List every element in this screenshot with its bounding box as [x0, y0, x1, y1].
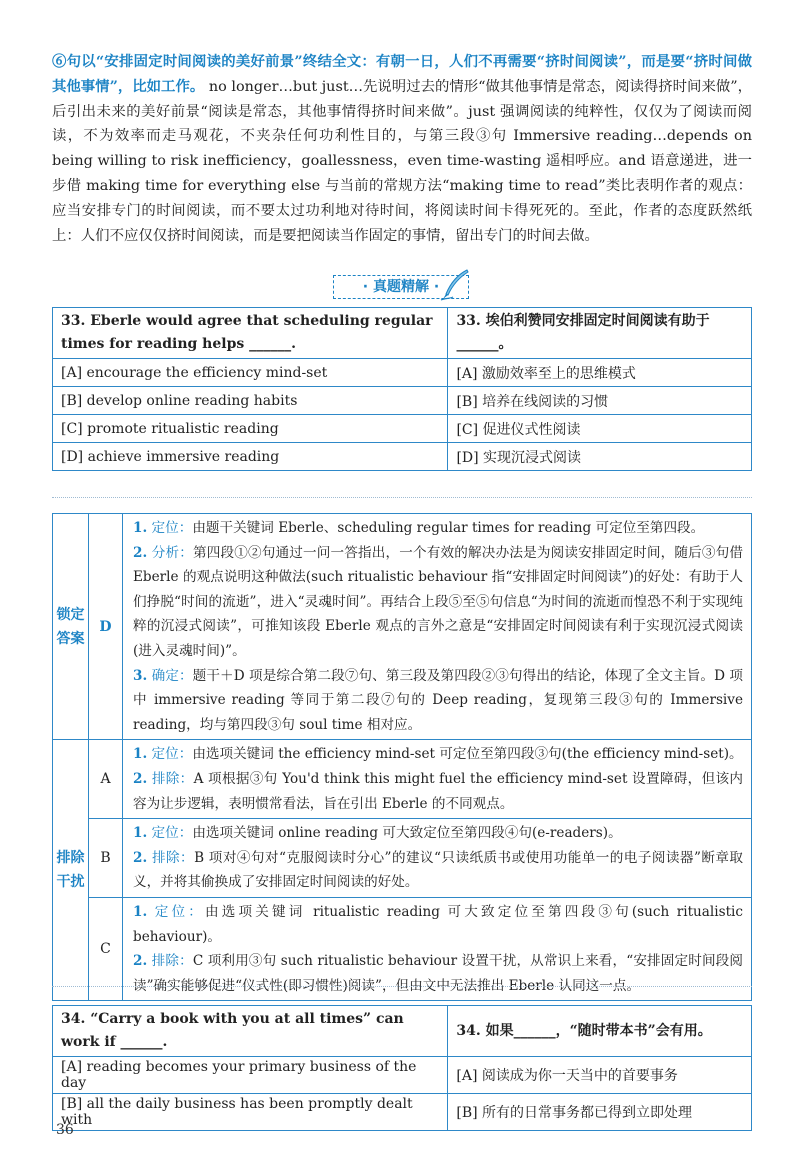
q33-option-d-en: [D] achieve immersive reading — [53, 443, 448, 471]
exclusion-item: 1. 定位：由选项关键词 online reading 可大致定位至第四段④句(e-readers)。 — [133, 825, 622, 842]
q33-option-a-zh: [A] 激励效率至上的思维模式 — [448, 359, 752, 387]
page-number: 36 — [56, 1122, 74, 1138]
q33-stem-zh: 33. 埃伯利赞同安排固定时间阅读有助于______。 — [448, 308, 752, 359]
paragraph-body: no longer…but just…先说明过去的情形“做其他事情是常态，阅读得挤时间来做”，后引出未来的美好前景“阅读是常态，其他事情得挤时间来做”。just 强调阅读的纯粹性，仅仅为了阅读而阅读，不为效率而走马观花，不夹杂任何功利性目的，与第三段③句 Immersive reading…depends on being willing to risk inefficiency，goallessness，even time-wasting 遥相呼应。and 语意递进，进一步借 making time for everything else 与当前的常规方法“making time to read”类比表明作者的观点：应当安排专门的时间阅读，而不要太过功利地对待时间，将阅读时间卡得死死的。至此，作者的态度跃然纸上：人们不应仅仅挤时间阅读，而是要把阅读当作固定的事情，留出专门的时间去做。 — [52, 78, 752, 244]
q34-option-a-en: [A] reading becomes your primary business of the day — [53, 1057, 448, 1094]
analysis-paragraph — [52, 50, 752, 248]
lock-item: 1. 定位：由题干关键词 Eberle、scheduling regular times for reading 可定位至第四段。 — [133, 520, 705, 536]
q34-option-b-zh: [B] 所有的日常事务都已得到立即处理 — [448, 1094, 752, 1131]
q34-option-b-en: [B] all the daily business has been promptly dealt with — [53, 1094, 448, 1131]
exclusion-letter: B — [89, 819, 123, 898]
exclusion-item: 2. 排除：B 项对④句对“克服阅读时分心”的建议“只读纸质书或使用功能单一的电子阅读器”断章取义，并将其偷换成了安排固定时间阅读的好处。 — [133, 849, 744, 891]
exclusion-item: 2. 排除：C 项利用③句 such ritualistic behaviour 设置干扰，从常识上来看，“安排固定时间段阅读”确实能够促进“仪式性(即习惯性)阅读”，但由文中无法推出 Eberle 认同这一点。 — [133, 953, 744, 994]
exclusion-letter: C — [89, 897, 123, 1000]
q33-option-b-zh: [B] 培养在线阅读的习惯 — [448, 387, 752, 415]
q33-option-a-en: [A] encourage the efficiency mind-set — [53, 359, 448, 387]
lock-item: 2. 分析：第四段①②句通过一问一答指出，一个有效的解决办法是为阅读安排固定时间，随后③句借 Eberle 的观点说明这种做法(such ritualistic behaviour 指“安排固定时间阅读”)的好处：有助于人们挣脱“时间的流逝”，进入“灵魂时间”。再结合上段⑤至⑤句信息“为时间的流逝而惶恐不利于实现纯粹的沉浸式阅读”，可推知该段 Eberle 观点的言外之意是“安排固定时间阅读有利于实现沉浸式阅读(进入灵魂时间)”。 — [133, 544, 743, 659]
correct-answer: D — [89, 514, 123, 740]
q33-option-b-en: [B] develop online reading habits — [53, 387, 448, 415]
lock-answer-label: 锁定答案 — [53, 514, 89, 740]
exclusion-body — [123, 819, 752, 898]
highlight-sentence: ⑥句以“安排固定时间阅读的美好前景”终结全文：有朝一日，人们不再需要“挤时间阅读”，而是要“挤时间做其他事情”，比如工作。 — [52, 53, 752, 95]
q33-option-d-zh: [D] 实现沉浸式阅读 — [448, 443, 752, 471]
lock-item: 3. 确定：题干＋D 项是综合第二段⑦句、第三段及第四段②③句得出的结论，体现了全文主旨。D 项中 immersive reading 等同于第二段⑦句的 Deep reading，复现第三段③句的 Immersive reading，均与第四段③句 soul time 相对应。 — [133, 667, 744, 733]
question-33-table — [52, 307, 752, 471]
lock-answer-body — [123, 514, 752, 740]
q34-stem-zh: 34. 如果______，“随时带本书”会有用。 — [448, 1006, 752, 1057]
exclusion-item: 2. 排除：A 项根据③句 You'd think this might fuel the efficiency mind-set 设置障碍，但该内容为让步逻辑，表明惯常看法，旨在引出 Eberle 的不同观点。 — [133, 770, 743, 812]
exclusion-letter: A — [89, 740, 123, 819]
divider — [52, 986, 752, 987]
exclusion-item: 1. 定位：由选项关键词 ritualistic reading 可大致定位至第四段③句(such ritualistic behaviour)。 — [133, 903, 744, 945]
q33-option-c-en: [C] promote ritualistic reading — [53, 415, 448, 443]
divider — [52, 497, 752, 498]
exclusion-item: 1. 定位：由选项关键词 the efficiency mind-set 可定位至第四段③句(the efficiency mind-set)。 — [133, 746, 743, 763]
section-title: · 真题精解 · — [333, 275, 469, 299]
exclusion-body — [123, 740, 752, 819]
q33-stem-en: 33. Eberle would agree that scheduling regular times for reading helps ______. — [53, 308, 448, 359]
quill-pen-icon — [437, 268, 471, 302]
q34-option-a-zh: [A] 阅读成为你一天当中的首要事务 — [448, 1057, 752, 1094]
exclude-label: 排除干扰 — [53, 740, 89, 1001]
q34-stem-en: 34. “Carry a book with you at all times” can work if ______. — [53, 1006, 448, 1057]
q33-option-c-zh: [C] 促进仪式性阅读 — [448, 415, 752, 443]
analysis-table — [52, 513, 752, 1001]
question-34-table — [52, 1005, 752, 1131]
